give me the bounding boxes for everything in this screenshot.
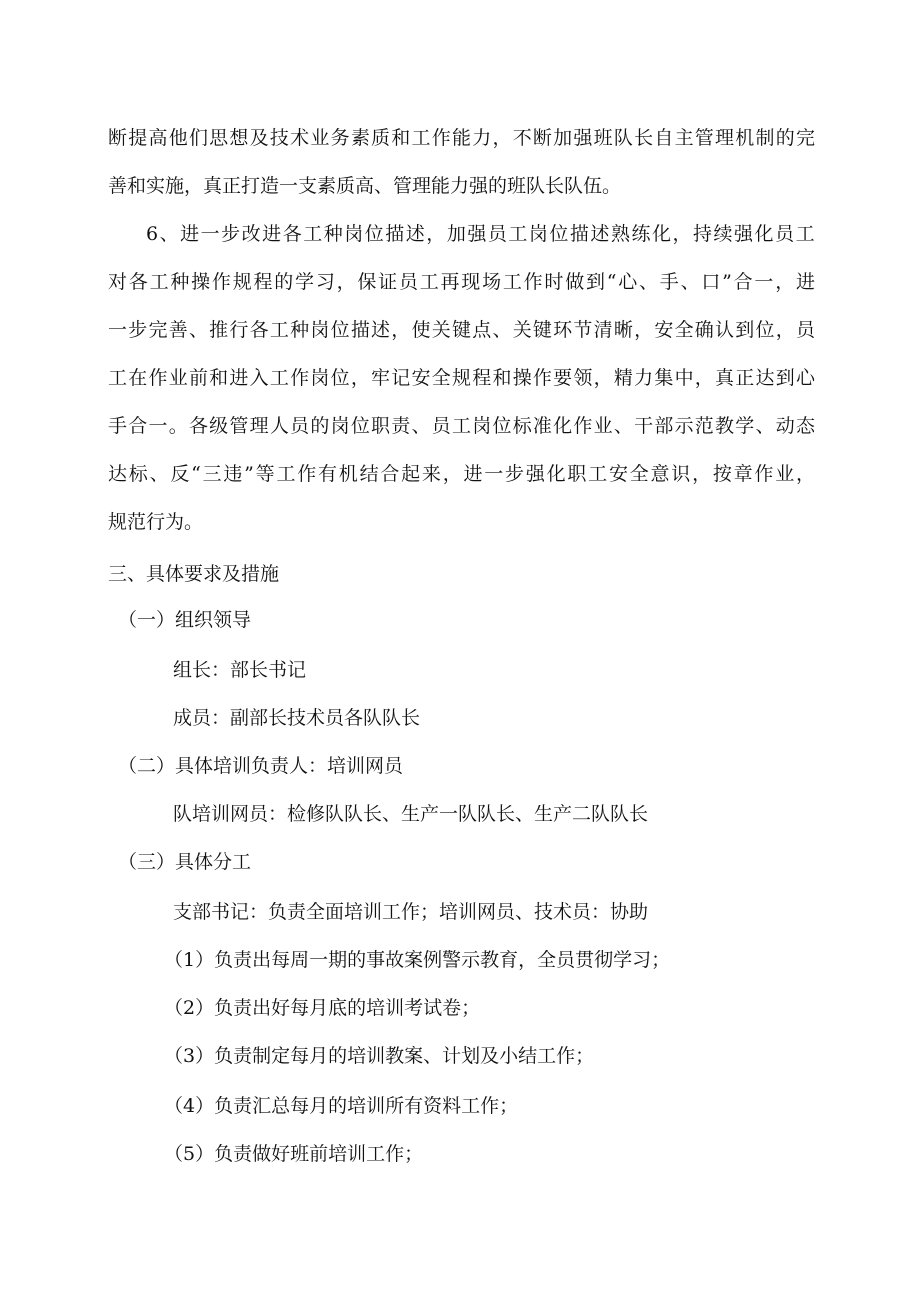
glyph: 工: [795, 223, 815, 245]
glyph: 安: [654, 319, 674, 341]
glyph: ，: [593, 367, 613, 389]
glyph: 持: [693, 223, 713, 245]
glyph: 管: [694, 127, 714, 149]
glyph: 工: [411, 127, 431, 149]
glyph: 心: [795, 367, 815, 389]
glyph: 推: [209, 319, 229, 341]
glyph: 机: [735, 127, 755, 149]
list-item: （3）负责制定每月的培训教案、计划及小结工作；: [164, 1045, 595, 1067]
glyph: 学: [735, 415, 755, 437]
glyph: 做: [565, 271, 585, 293]
glyph: 业: [593, 415, 613, 437]
glyph: 述: [590, 223, 610, 245]
glyph: 力: [472, 127, 492, 149]
glyph: 作: [148, 367, 168, 389]
glyph: 安: [411, 367, 431, 389]
glyph: 程: [253, 271, 273, 293]
glyph: 进: [229, 367, 249, 389]
glyph: ，: [426, 223, 446, 245]
glyph: 术: [290, 127, 310, 149]
glyph: 岗: [310, 319, 330, 341]
glyph: 及: [249, 127, 269, 149]
glyph: 技: [269, 127, 289, 149]
glyph: 工: [276, 463, 296, 485]
glyph: 精: [613, 367, 633, 389]
glyph: 完: [795, 127, 815, 149]
glyph: 合: [733, 271, 753, 293]
glyph: 现: [461, 271, 481, 293]
paragraph-line: [108, 270, 815, 294]
glyph: 他: [168, 127, 188, 149]
glyph: 等: [255, 463, 275, 485]
glyph: 作: [754, 463, 774, 485]
glyph: 善: [168, 319, 188, 341]
glyph: 种: [323, 223, 343, 245]
glyph: 手: [108, 415, 128, 437]
glyph: 描: [350, 319, 370, 341]
glyph: 一: [148, 415, 168, 437]
glyph: 高: [148, 127, 168, 149]
list-item: （2）负责出好每月底的培训考试卷；: [164, 997, 481, 1019]
glyph: 学: [295, 271, 315, 293]
subsection-heading: （三）具体分工: [118, 851, 252, 873]
glyph: ，: [442, 463, 462, 485]
glyph: 、: [411, 415, 431, 437]
glyph: ”: [722, 271, 732, 293]
glyph: 集: [654, 367, 674, 389]
glyph: 领: [573, 367, 593, 389]
glyph: 工: [451, 415, 471, 437]
glyph: 全: [431, 367, 451, 389]
glyph: 进: [463, 463, 483, 485]
glyph: 熟: [610, 223, 630, 245]
glyph: 规: [451, 367, 471, 389]
glyph: 工: [419, 271, 439, 293]
glyph: 意: [650, 463, 670, 485]
glyph: 标: [512, 415, 532, 437]
glyph: 教: [715, 415, 735, 437]
list-item: 组长：部长书记: [173, 659, 307, 681]
glyph: 工: [508, 223, 528, 245]
glyph: 位: [755, 319, 775, 341]
glyph: 正: [735, 367, 755, 389]
glyph: 作: [297, 463, 317, 485]
glyph: 工: [269, 319, 289, 341]
glyph: 的: [310, 415, 330, 437]
glyph: 全: [629, 463, 649, 485]
glyph: 员: [398, 271, 418, 293]
glyph: “: [606, 271, 617, 293]
glyph: 操: [191, 271, 211, 293]
glyph: 来: [421, 463, 441, 485]
glyph: 场: [482, 271, 502, 293]
glyph: 全: [674, 319, 694, 341]
glyph: 步: [128, 319, 148, 341]
glyph: 干: [634, 415, 654, 437]
glyph: 结: [359, 463, 379, 485]
glyph: 起: [401, 463, 421, 485]
glyph: 人: [269, 415, 289, 437]
glyph: ，: [672, 223, 692, 245]
glyph: 达: [108, 463, 128, 485]
glyph: 关: [431, 319, 451, 341]
glyph: 描: [569, 223, 589, 245]
glyph: 要: [553, 367, 573, 389]
glyph: 前: [188, 367, 208, 389]
glyph: 键: [451, 319, 471, 341]
glyph: 加: [446, 223, 466, 245]
glyph: 责: [391, 415, 411, 437]
glyph: 业: [775, 463, 795, 485]
glyph: 作: [523, 271, 543, 293]
glyph: 职: [567, 463, 587, 485]
glyph: 示: [674, 415, 694, 437]
glyph: 位: [364, 223, 384, 245]
glyph: 断: [532, 127, 552, 149]
glyph: 一: [200, 223, 220, 245]
glyph: 违: [223, 463, 243, 485]
glyph: 、: [159, 223, 179, 245]
glyph: 化: [546, 463, 566, 485]
glyph: 业: [168, 367, 188, 389]
glyph: 岗: [344, 223, 364, 245]
glyph: ，: [336, 271, 356, 293]
glyph: 员: [795, 319, 815, 341]
paragraph-line: 规范行为。: [108, 511, 204, 533]
glyph: 位: [350, 415, 370, 437]
glyph: 安: [608, 463, 628, 485]
glyph: 员: [290, 415, 310, 437]
paragraph-line: [146, 222, 815, 246]
glyph: 作: [211, 271, 231, 293]
list-item: 队培训网员：检修队队长、生产一队队长、生产二队队长: [173, 803, 649, 825]
paragraph-line: [108, 462, 815, 486]
glyph: 一: [484, 463, 504, 485]
glyph: 入: [249, 367, 269, 389]
paragraph-line: 善和实施，真正打造一支素质高、管理能力强的班队长队伍。: [108, 175, 622, 197]
glyph: 班: [593, 127, 613, 149]
glyph: 到: [585, 271, 605, 293]
list-item: （4）负责汇总每月的培训所有资料工作；: [164, 1095, 519, 1117]
paragraph-line: [108, 366, 815, 390]
glyph: “: [191, 463, 201, 485]
glyph: 晰: [613, 319, 633, 341]
glyph: 合: [380, 463, 400, 485]
glyph: 位: [330, 367, 350, 389]
glyph: ，: [634, 319, 654, 341]
list-item: （1）负责出每周一期的事故案例警示教育，全员贯彻学习；: [164, 949, 671, 971]
glyph: 理: [249, 415, 269, 437]
paragraph-line: [108, 318, 815, 342]
glyph: 节: [573, 319, 593, 341]
glyph: 工: [269, 367, 289, 389]
glyph: 、: [680, 271, 700, 293]
glyph: 、: [755, 415, 775, 437]
glyph: 工: [303, 223, 323, 245]
glyph: 员: [487, 223, 507, 245]
glyph: 位: [492, 415, 512, 437]
glyph: ，: [391, 319, 411, 341]
glyph: 的: [775, 127, 795, 149]
glyph: 自: [654, 127, 674, 149]
glyph: 一: [754, 271, 774, 293]
glyph: 种: [170, 271, 190, 293]
glyph: 不: [512, 127, 532, 149]
glyph: ，: [694, 367, 714, 389]
glyph: 工: [588, 463, 608, 485]
glyph: 、: [613, 415, 633, 437]
glyph: 素: [350, 127, 370, 149]
glyph: 、: [492, 319, 512, 341]
glyph: 保: [357, 271, 377, 293]
glyph: 一: [108, 319, 128, 341]
glyph: 。: [168, 415, 188, 437]
glyph: 们: [188, 127, 208, 149]
glyph: 长: [634, 127, 654, 149]
glyph: 准: [532, 415, 552, 437]
list-item: （5）负责做好班前培训工作；: [164, 1143, 424, 1165]
glyph: 述: [405, 223, 425, 245]
glyph: 、: [639, 271, 659, 293]
glyph: ，: [775, 271, 795, 293]
glyph: 作: [431, 127, 451, 149]
glyph: 工: [502, 271, 522, 293]
glyph: 、: [149, 463, 169, 485]
glyph: 和: [391, 127, 411, 149]
glyph: 想: [229, 127, 249, 149]
glyph: 进: [262, 223, 282, 245]
glyph: 按: [712, 463, 732, 485]
glyph: 队: [613, 127, 633, 149]
glyph: 范: [694, 415, 714, 437]
glyph: 员: [775, 223, 795, 245]
glyph: 职: [371, 415, 391, 437]
paragraph-line: [108, 126, 815, 150]
glyph: 主: [674, 127, 694, 149]
glyph: 工: [108, 367, 128, 389]
glyph: 达: [755, 367, 775, 389]
glyph: 岗: [472, 415, 492, 437]
glyph: 练: [631, 223, 651, 245]
glyph: 描: [385, 223, 405, 245]
glyph: 反: [170, 463, 190, 485]
glyph: 态: [795, 415, 815, 437]
subsection-heading: （一）组织领导: [118, 609, 252, 631]
glyph: 、: [188, 319, 208, 341]
glyph: 键: [532, 319, 552, 341]
glyph: 完: [148, 319, 168, 341]
glyph: 改: [241, 223, 261, 245]
glyph: 动: [775, 415, 795, 437]
glyph: 各: [188, 415, 208, 437]
glyph: 识: [671, 463, 691, 485]
glyph: 强: [734, 223, 754, 245]
section-heading: 三、具体要求及措施: [108, 563, 280, 585]
glyph: 质: [371, 127, 391, 149]
glyph: 操: [512, 367, 532, 389]
glyph: 断: [108, 127, 128, 149]
glyph: 进: [795, 271, 815, 293]
glyph: 关: [512, 319, 532, 341]
glyph: 述: [371, 319, 391, 341]
glyph: 的: [274, 271, 294, 293]
glyph: 习: [315, 271, 335, 293]
glyph: 强: [573, 127, 593, 149]
glyph: 使: [411, 319, 431, 341]
glyph: 记: [391, 367, 411, 389]
glyph: 岗: [330, 415, 350, 437]
glyph: 化: [553, 415, 573, 437]
glyph: ，: [350, 367, 370, 389]
glyph: 规: [232, 271, 252, 293]
glyph: 和: [492, 367, 512, 389]
glyph: 提: [128, 127, 148, 149]
glyph: 能: [451, 127, 471, 149]
glyph: 岗: [528, 223, 548, 245]
glyph: 点: [472, 319, 492, 341]
glyph: 再: [440, 271, 460, 293]
glyph: 强: [467, 223, 487, 245]
glyph: 化: [651, 223, 671, 245]
glyph: 各: [282, 223, 302, 245]
glyph: 程: [472, 367, 492, 389]
glyph: 6: [146, 223, 159, 245]
glyph: 位: [330, 319, 350, 341]
glyph: 章: [733, 463, 753, 485]
glyph: 证: [378, 271, 398, 293]
glyph: 业: [310, 127, 330, 149]
glyph: 位: [549, 223, 569, 245]
glyph: ，: [775, 319, 795, 341]
glyph: 工: [149, 271, 169, 293]
glyph: 务: [330, 127, 350, 149]
glyph: 强: [525, 463, 545, 485]
glyph: 牢: [371, 367, 391, 389]
glyph: 续: [713, 223, 733, 245]
glyph: ，: [692, 463, 712, 485]
glyph: 级: [209, 415, 229, 437]
glyph: 各: [128, 271, 148, 293]
glyph: 化: [754, 223, 774, 245]
glyph: 作: [290, 367, 310, 389]
list-item: 支部书记：负责全面培训工作；培训网员、技术员：协助: [173, 901, 649, 923]
glyph: 员: [431, 415, 451, 437]
glyph: 环: [553, 319, 573, 341]
glyph: 种: [290, 319, 310, 341]
glyph: 真: [715, 367, 735, 389]
glyph: 作: [573, 415, 593, 437]
glyph: 口: [701, 271, 721, 293]
glyph: 三: [202, 463, 222, 485]
glyph: 部: [654, 415, 674, 437]
glyph: 加: [553, 127, 573, 149]
glyph: 中: [674, 367, 694, 389]
glyph: 机: [338, 463, 358, 485]
glyph: 管: [229, 415, 249, 437]
glyph: 确: [694, 319, 714, 341]
glyph: 认: [715, 319, 735, 341]
glyph: 合: [128, 415, 148, 437]
glyph: 行: [229, 319, 249, 341]
glyph: 在: [128, 367, 148, 389]
glyph: 和: [209, 367, 229, 389]
glyph: 到: [735, 319, 755, 341]
glyph: 到: [775, 367, 795, 389]
glyph: 步: [221, 223, 241, 245]
glyph: 力: [634, 367, 654, 389]
glyph: 清: [593, 319, 613, 341]
glyph: 时: [544, 271, 564, 293]
glyph: 进: [180, 223, 200, 245]
glyph: 对: [108, 271, 128, 293]
glyph: 标: [128, 463, 148, 485]
glyph: 各: [249, 319, 269, 341]
glyph: 理: [715, 127, 735, 149]
glyph: 有: [318, 463, 338, 485]
paragraph-line: [108, 414, 815, 438]
glyph: 制: [755, 127, 775, 149]
glyph: 手: [659, 271, 679, 293]
glyph: 步: [505, 463, 525, 485]
glyph: ”: [244, 463, 254, 485]
list-item: 成员：副部长技术员各队队长: [173, 707, 421, 729]
glyph: ，: [795, 463, 815, 485]
glyph: 作: [532, 367, 552, 389]
glyph: 岗: [310, 367, 330, 389]
subsection-heading: （二）具体培训负责人：培训网员: [118, 755, 404, 777]
glyph: 心: [618, 271, 638, 293]
glyph: 思: [209, 127, 229, 149]
glyph: ，: [492, 127, 512, 149]
